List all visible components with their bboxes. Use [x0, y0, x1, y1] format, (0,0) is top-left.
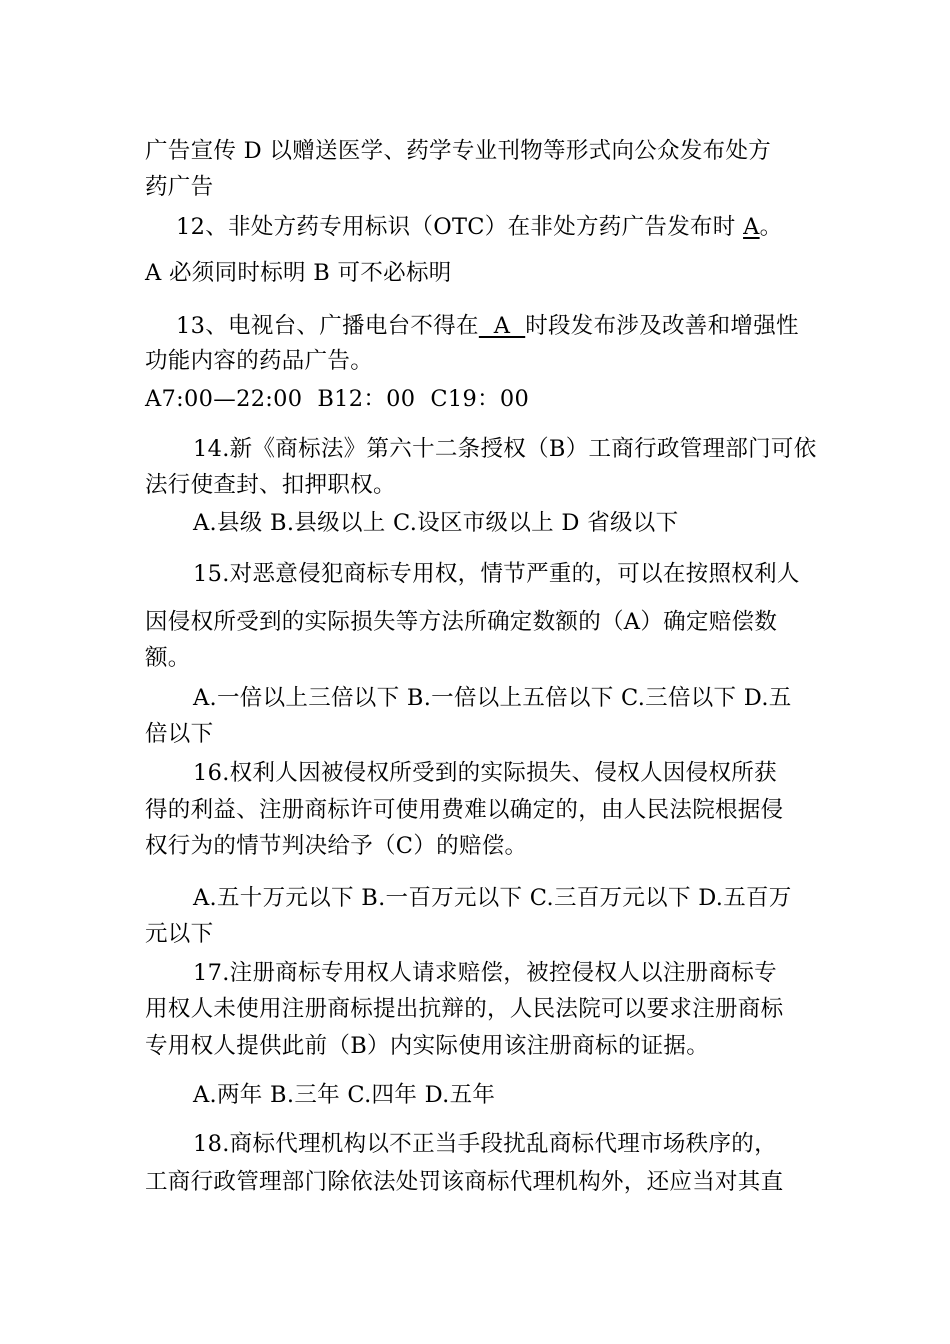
text-line: 权行为的情节判决给予（C）的赔偿。	[145, 833, 528, 859]
options-line: A.两年 B.三年 C.四年 D.五年	[193, 1082, 496, 1108]
question-16: 16.权利人因被侵权所受到的实际损失、侵权人因侵权所获	[193, 760, 777, 786]
answer-blank: A	[478, 313, 526, 339]
question-text: 12、非处方药专用标识（OTC）在非处方药广告发布时	[176, 214, 744, 240]
question-text: 13、电视台、广播电台不得在	[176, 313, 479, 339]
answer-blank: A	[743, 214, 760, 240]
options-line: A.县级 B.县级以上 C.设区市级以上 D 省级以下	[193, 510, 679, 536]
question-14: 14.新《商标法》第六十二条授权（B）工商行政管理部门可依	[193, 436, 817, 462]
text-line: 用权人未使用注册商标提出抗辩的，人民法院可以要求注册商标	[145, 996, 784, 1022]
text-line: 法行使查封、扣押职权。	[145, 472, 396, 498]
text-line: 因侵权所受到的实际损失等方法所确定数额的（A）确定赔偿数	[145, 609, 778, 635]
question-text: 。	[759, 214, 783, 240]
question-17: 17.注册商标专用权人请求赔偿，被控侵权人以注册商标专	[193, 960, 777, 986]
text-line: 额。	[145, 645, 191, 671]
question-text: 时段发布涉及改善和增强性	[525, 313, 799, 339]
question-12	[176, 212, 856, 242]
text-line: 功能内容的药品广告。	[145, 348, 374, 374]
text-line: 工商行政管理部门除依法处罚该商标代理机构外，还应当对其直	[145, 1169, 784, 1195]
options-line: A 必须同时标明 B 可不必标明	[145, 260, 452, 286]
question-13	[176, 311, 856, 341]
text-line: 广告宣传 D 以赠送医学、药学专业刊物等形式向公众发布处方	[145, 138, 772, 164]
question-15: 15.对恶意侵犯商标专用权，情节严重的，可以在按照权利人	[193, 561, 800, 587]
options-line: A.一倍以上三倍以下 B.一倍以上五倍以下 C.三倍以下 D.五	[193, 685, 792, 711]
question-18: 18.商标代理机构以不正当手段扰乱商标代理市场秩序的，	[193, 1131, 777, 1157]
text-line: 倍以下	[145, 721, 214, 747]
text-line: 得的利益、注册商标许可使用费难以确定的，由人民法院根据侵	[145, 797, 784, 823]
text-line: 专用权人提供此前（B）内实际使用该注册商标的证据。	[145, 1033, 710, 1059]
options-line: A7:00—22:00 B12：00 C19：00	[145, 386, 530, 412]
text-line: 元以下	[145, 921, 214, 947]
text-line: 药广告	[145, 174, 214, 200]
options-line: A.五十万元以下 B.一百万元以下 C.三百万元以下 D.五百万	[193, 885, 792, 911]
